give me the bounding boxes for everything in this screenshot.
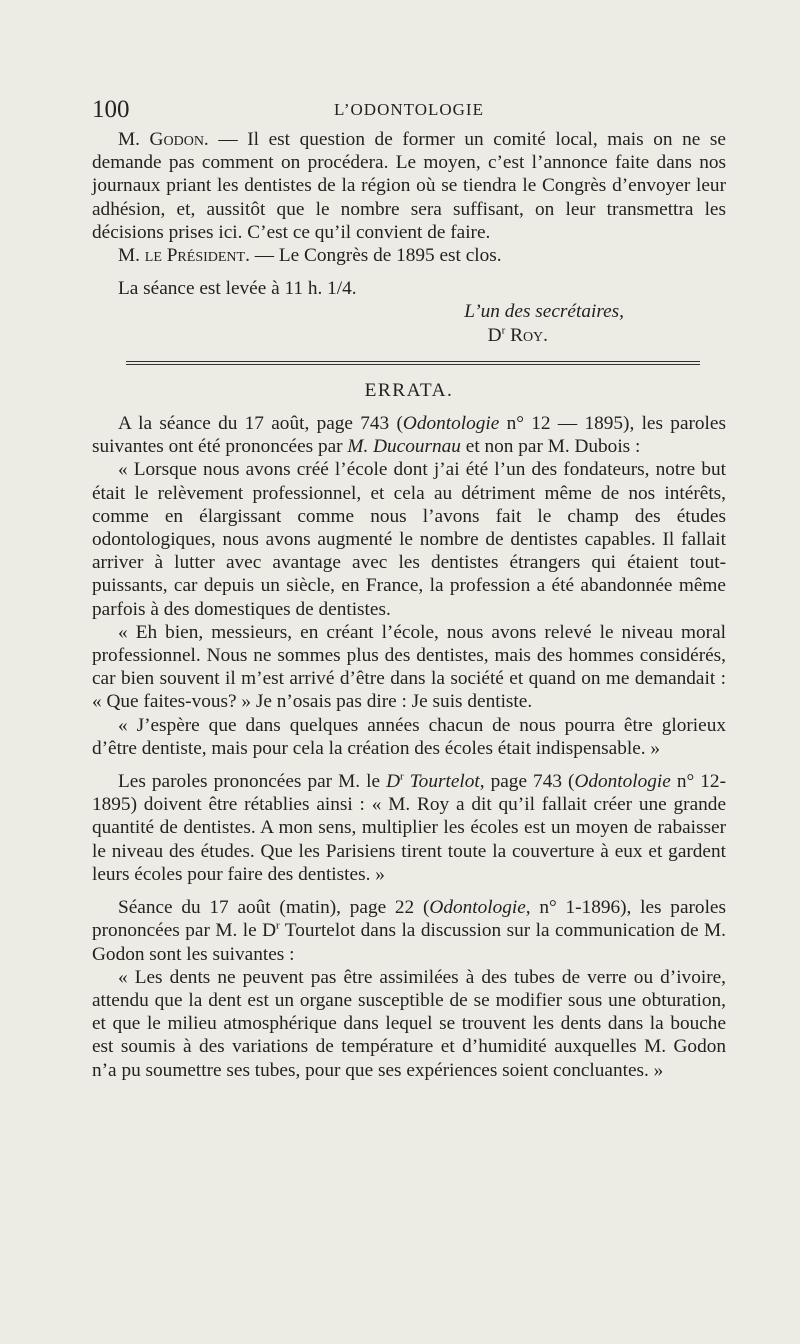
paragraph-godon xyxy=(92,128,726,244)
body-text xyxy=(92,128,726,1082)
errata-paragraph-1: A la séance du 17 août, page 743 (Odontologie n° 12 — 1895), les paroles suivantes ont été prononcées par M. Ducournau et non par M. Dubois : xyxy=(92,413,726,458)
errata-quote-2: « Eh bien, messieurs, en créant l’école, nous avons relevé le niveau moral professionnel. Nous ne sommes plus des dentistes, mais des hommes considérés, car bien souvent il m’est arrivé d’être dans la société et quand on me demandait : « Que faites-vous? » Je n’osais pas dire : Je suis dentiste. xyxy=(92,621,726,713)
speaker-name: M. Godon. xyxy=(118,129,209,150)
errata-quote-3: « J’espère que dans quelques années chacun de nous pourra être glorieux d’être dentiste, mais pour cela la création des écoles était indispensable. » xyxy=(92,714,726,759)
page-header xyxy=(92,96,726,124)
errata-paragraph-2: Les paroles prononcées par M. le $D^r$ Tourtelot, page 743 (Odontologie n° 12-1895) doivent être rétablies ainsi : « M. Roy a dit qu’il fallait créer une grande quantité de dentistes. A mon sens, multiplier les écoles est un moyen de rabaisser le niveau des études. Que les Parisiens tirent toute la couverture à eux et gardent leurs écoles pour faire des dentistes. » xyxy=(92,770,726,885)
page-number: 100 xyxy=(92,96,130,123)
speaker-name: M. le Président. xyxy=(118,245,250,267)
running-title: L’ODONTOLOGIE xyxy=(334,100,484,119)
signature-role: L’un des secrétaires, xyxy=(464,301,624,323)
signature-name: $D^r$ Roy. xyxy=(487,324,548,346)
paragraph-president xyxy=(92,244,726,267)
errata-title: ERRATA. xyxy=(364,379,454,401)
closing-line: La séance est levée à 11 h. 1/4. xyxy=(118,278,357,300)
speech-text: — Il est question de former un comité local, mais on ne se demande pas comment on procédera. Le moyen, c’est l’annonce faite dans nos journaux priant les dentistes de la région où se tiendra le Congrès d’envoyer leur adhésion, et, aussitôt que le nombre sera suffisant, on leur transmettra les décisions prises ici. C’est ce qu’il convient de faire. xyxy=(92,129,726,243)
speech-text: — Le Congrès de 1895 est clos. xyxy=(249,245,502,267)
errata-quote-1: « Lorsque nous avons créé l’école dont j’ai été l’un des fondateurs, notre but était le relèvement professionnel, et cela au détriment même de nos intérêts, comme en élargissant comme nous l’avons fait le champ des études odontologiques, nous avons augmenté le nombre de dentistes capables. Il fallait arriver à lutter avec avantage avec les dentistes étrangers qui étaient tout-puissants, car depuis un siècle, en France, la profession a été abandonnée même parfois à des domestiques de dentistes. xyxy=(92,459,726,620)
errata-quote-4: « Les dents ne peuvent pas être assimilées à des tubes de verre ou d’ivoire, attendu que la dent est un organe susceptible de se modifier sous une obturation, et que le milieu atmosphérique dans lequel se trouvent les dents dans la bouche est soumis à des variations de température et d’humidité auxquelles M. Godon n’a pu soumettre ses tubes, pour que ses expériences soient concluantes. » xyxy=(92,966,726,1081)
errata-paragraph-3: Séance du 17 août (matin), page 22 (Odontologie, n° 1-1896), les paroles prononcées par M. le $D^r$ Tourtelot dans la discussion sur la communication de M. Godon sont les suivantes : xyxy=(92,897,726,965)
section-divider xyxy=(126,361,700,365)
